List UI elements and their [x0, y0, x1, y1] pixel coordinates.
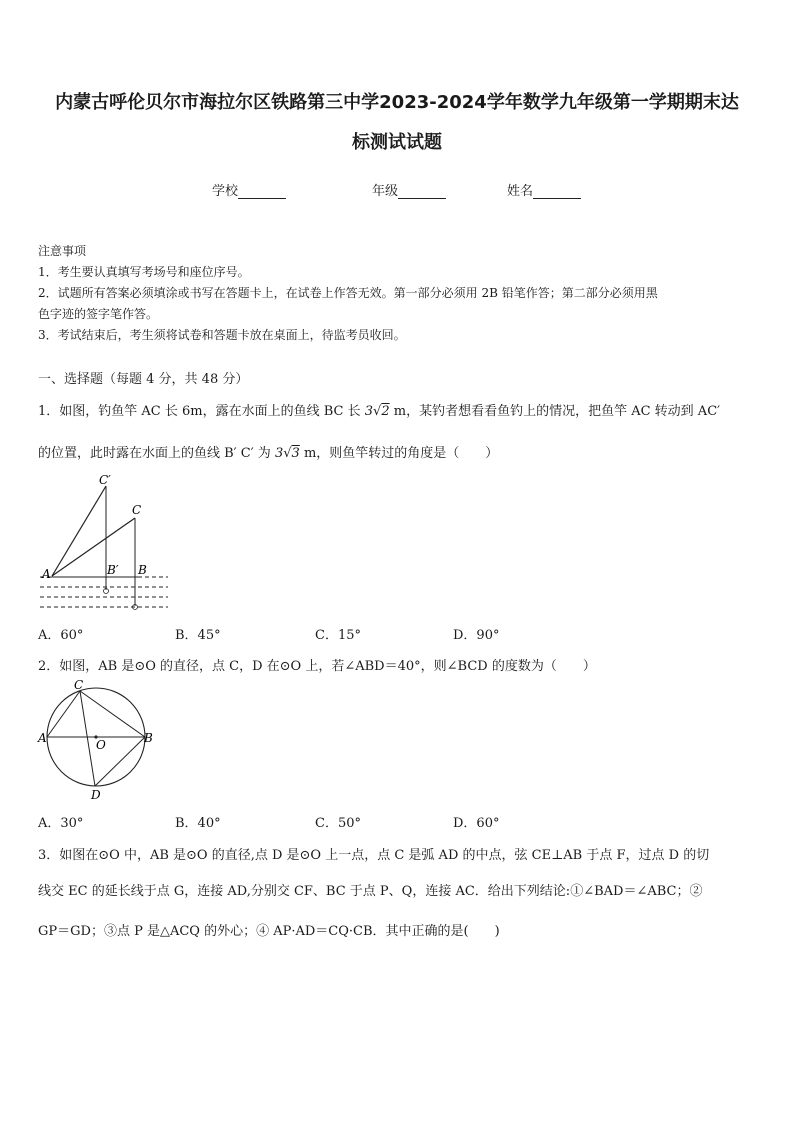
- q1-radical-1: 3√2: [364, 404, 390, 419]
- notice-heading: 注意事项: [38, 244, 87, 258]
- label-a: A: [38, 731, 47, 745]
- q1-option-c: C．15°: [315, 628, 361, 643]
- label-o: O: [96, 738, 106, 752]
- notice-block: [38, 241, 758, 346]
- q1-fishing-figure: [36, 470, 176, 618]
- notice-item: 1．考生要认真填写考场号和座位序号。: [38, 265, 250, 279]
- notice-item: 色字迹的签字笔作答。: [38, 307, 159, 321]
- q3-line3: GP＝GD；③点 P 是△ACQ 的外心；④ AP·AD＝CQ·CB．其中正确的是( ): [38, 924, 500, 939]
- q1-option-d: D．90°: [453, 628, 500, 643]
- grade-blank: [398, 184, 446, 199]
- q2-option-c: C．50°: [315, 816, 361, 831]
- label-c: C: [132, 503, 142, 517]
- q1-line1: [38, 400, 720, 419]
- label-d: D: [91, 788, 101, 802]
- notice-item: 2．试题所有答案必须填涂或书写在答题卡上，在试卷上作答无效。第一部分必须用 2B 铅笔作答；第二部分必须用黑: [38, 286, 658, 300]
- q3-line2: 线交 EC 的延长线于点 G，连接 AD,分别交 CF、BC 于点 P、Q，连接 AC．给出下列结论:①∠BAD＝∠ABC；②: [38, 884, 703, 899]
- name-blank: [533, 184, 581, 199]
- page-title-line2: 标测试试题: [352, 132, 442, 153]
- label-b-prime: B′: [107, 563, 119, 577]
- page-title-line1: 内蒙古呼伦贝尔市海拉尔区铁路第三中学2023-2024学年数学九年级第一学期期末达: [55, 92, 739, 113]
- q1-text-a: 1．如图，钓鱼竿 AC 长 6m，露在水面上的鱼线 BC 长: [38, 404, 361, 419]
- label-b: B: [144, 731, 153, 745]
- grade-label: 年级: [372, 184, 399, 199]
- name-label: 姓名: [507, 184, 534, 199]
- section-heading: 一、选择题（每题 4 分，共 48 分）: [38, 372, 249, 387]
- label-a: A: [42, 567, 51, 581]
- q1-radical-2: 3√3: [274, 446, 300, 461]
- q3-line1: 3．如图在⊙O 中，AB 是⊙O 的直径,点 D 是⊙O 上一点，点 C 是弧 AD 的中点，弦 CE⊥AB 于点 F，过点 D 的切: [38, 848, 710, 863]
- school-field: [212, 180, 286, 199]
- q2-text: 2．如图，AB 是⊙O 的直径，点 C，D 在⊙O 上，若∠ABD＝40°，则∠BCD 的度数为（ ）: [38, 659, 596, 674]
- q1-text-c: 的位置，此时露在水面上的鱼线 B′ C′ 为: [38, 446, 271, 461]
- q1-line2: [38, 442, 498, 461]
- label-b: B: [138, 563, 147, 577]
- q2-option-d: D．60°: [453, 816, 500, 831]
- q1-option-b: B．45°: [175, 628, 221, 643]
- label-c-prime: C′: [99, 473, 111, 487]
- label-c: C: [74, 678, 84, 692]
- q2-option-b: B．40°: [175, 816, 221, 831]
- q1-text-b: m，某钓者想看看鱼钓上的情况，把鱼竿 AC 转动到 AC′: [393, 404, 721, 419]
- q2-option-a: A．30°: [38, 816, 84, 831]
- grade-field: [372, 180, 446, 199]
- q2-circle-figure: [36, 678, 160, 802]
- q1-text-d: m，则鱼竿转过的角度是（ ）: [303, 446, 499, 461]
- notice-item: 3．考试结束后，考生须将试卷和答题卡放在桌面上，待监考员收回。: [38, 328, 406, 342]
- school-blank: [238, 184, 286, 199]
- name-field: [507, 180, 581, 199]
- q1-option-a: A．60°: [38, 628, 84, 643]
- school-label: 学校: [212, 184, 239, 199]
